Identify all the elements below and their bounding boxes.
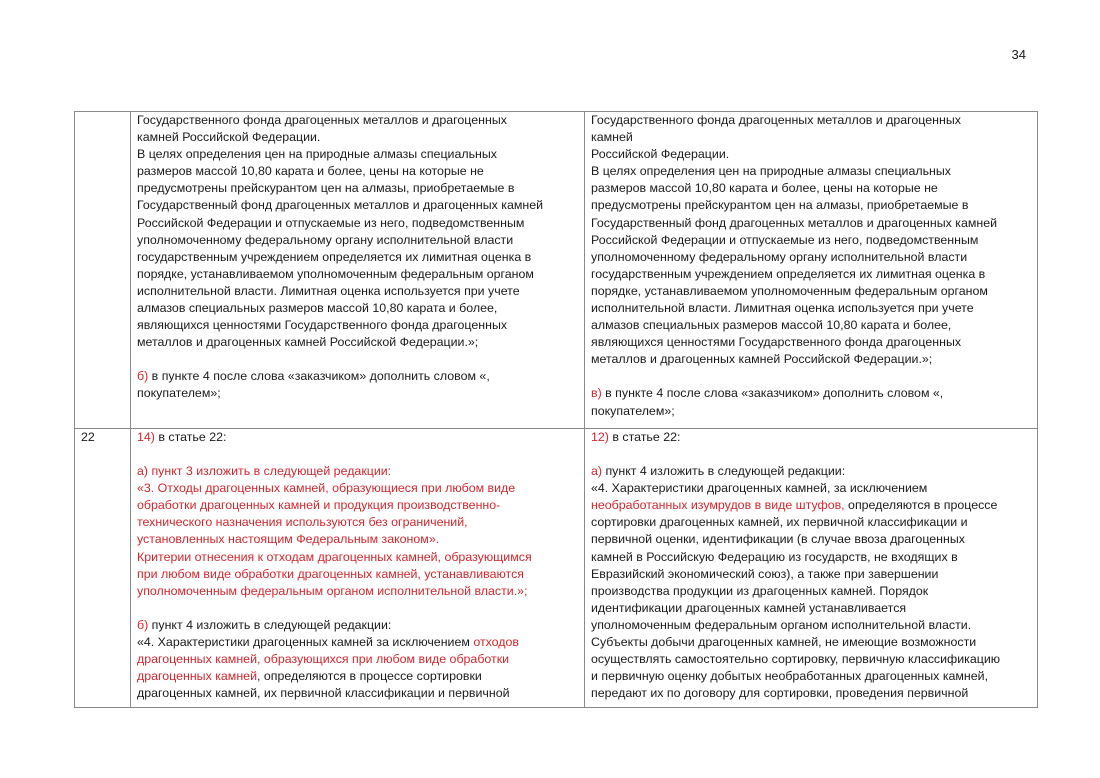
proposed-text-cell <box>585 429 1038 708</box>
text-line: металлов и драгоценных камней Российской Федерации.»; <box>137 335 479 350</box>
text-line: передают их по договору для сортировки, проведения первичной <box>591 686 969 701</box>
text-line <box>137 668 580 685</box>
text-line: Российской Федерации и отпускаемые из него, подведомственным <box>591 232 979 247</box>
text-line: производства продукции из драгоценных камней. Порядок <box>591 583 929 598</box>
article-number-cell: 22 <box>75 429 131 708</box>
text-line: Евразийский экономический союз), а также при завершении <box>591 566 939 581</box>
text-line: размеров массой 10,80 карата и более, цены на которые не <box>137 164 484 179</box>
text-line: являющихся ценностями Государственного фонда драгоценных <box>591 335 962 350</box>
spacer <box>591 368 1033 385</box>
text-line: исполнительной власти. Лимитная оценка используется при учете <box>137 283 520 298</box>
heading-number: 12) <box>591 430 609 444</box>
text-line: государственным учреждением определяется их лимитная оценка в <box>137 249 532 264</box>
article-heading <box>137 429 580 446</box>
text-line: являющихся ценностями Государственного фонда драгоценных <box>137 318 508 333</box>
text-line: алмазов специальных размеров массой 10,80 карата и более, <box>137 301 498 316</box>
text-line: Государственного фонда драгоценных металлов и драгоценных <box>591 113 961 127</box>
item-line <box>591 463 1033 480</box>
item-line <box>591 385 1033 402</box>
highlight-fragment: отходов <box>473 634 519 649</box>
text-line: Субъекты добычи драгоценных камней, не имеющие возможности <box>591 635 977 650</box>
quote-line: «3. Отходы драгоценных камней, образующиеся при любом виде <box>137 481 516 496</box>
text-line: алмазов специальных размеров массой 10,80 карата и более, <box>591 318 952 333</box>
page-number: 34 <box>1011 47 1026 62</box>
text-line: камней в Российскую Федерацию из государств, не входящих в <box>591 549 958 564</box>
article-number-cell <box>75 112 131 429</box>
cell-content <box>591 429 1033 707</box>
text-line: драгоценных камней, их первичной классификации и первичной <box>137 686 510 701</box>
quote-line: технического назначения используются без ограничений, <box>137 515 468 530</box>
highlight-fragment: необработанных изумрудов в виде штуфов, <box>591 498 845 513</box>
text-line: покупателем»; <box>137 386 221 401</box>
text-line: государственным учреждением определяется их лимитная оценка в <box>591 266 986 281</box>
text-line: драгоценных камней, образующихся при любом виде обработки <box>137 652 510 667</box>
spacer <box>137 351 580 368</box>
quote-line: при любом виде обработки драгоценных камней, устанавливаются <box>137 566 524 581</box>
table-row <box>75 112 1038 429</box>
text-fragment: «4. Характеристики драгоценных камней за исключением <box>137 634 474 649</box>
item-marker: а) <box>591 464 603 479</box>
spacer <box>137 446 580 463</box>
text-line: Государственный фонд драгоценных металлов и драгоценных камней <box>591 215 998 230</box>
text-line: покупателем»; <box>591 403 675 418</box>
table-row <box>75 429 1038 708</box>
heading-number: 14) <box>137 430 155 444</box>
text-line: сортировки драгоценных камней, их первичной классификации и <box>591 515 968 530</box>
proposed-text-cell <box>585 112 1038 429</box>
heading-text: в статье 22: <box>154 430 227 444</box>
quote-line: Критерии отнесения к отходам драгоценных камней, образующимся <box>137 549 532 564</box>
text-line: порядке, устанавливаемом уполномоченным федеральным органом <box>591 283 988 298</box>
text-line: уполномоченным федеральным органом исполнительной власти. <box>591 617 972 632</box>
text-line <box>137 634 580 651</box>
text-line: уполномоченному федеральному органу исполнительной власти <box>137 232 514 247</box>
text-line: предусмотрены прейскурантом цен на алмазы, приобретаемые в <box>591 198 969 213</box>
text-line: «4. Характеристики драгоценных камней, за исключением <box>591 481 928 496</box>
text-line: идентификации драгоценных камней устанавливается <box>591 600 907 615</box>
highlight-fragment: драгоценных камней <box>137 669 257 684</box>
article-heading <box>591 429 1033 446</box>
text-line: уполномоченному федеральному органу исполнительной власти <box>591 249 968 264</box>
text-fragment: определяются в процессе <box>844 498 998 513</box>
text-line: размеров массой 10,80 карата и более, цены на которые не <box>591 181 938 196</box>
text-line <box>591 497 1033 514</box>
spacer <box>591 446 1033 463</box>
item-line <box>137 368 580 385</box>
text-line: Государственный фонд драгоценных металлов и драгоценных камней <box>137 198 544 213</box>
item-text: в пункте 4 после слова «заказчиком» дополнить словом «, <box>601 386 944 401</box>
item-text: пункт 4 изложить в следующей редакции: <box>148 617 392 632</box>
item-marker: б) <box>137 617 149 632</box>
quote-line: уполномоченным федеральным органом исполнительной власти.»; <box>137 583 528 598</box>
text-line: металлов и драгоценных камней Российской Федерации.»; <box>591 352 933 367</box>
item-line <box>137 617 580 634</box>
text-line: Государственного фонда драгоценных металлов и драгоценных <box>137 113 507 127</box>
text-line: первичной оценки, идентификации (в случае ввоза драгоценных <box>591 532 965 547</box>
item-marker: в) <box>591 386 602 401</box>
text-line: предусмотрены прейскурантом цен на алмазы, приобретаемые в <box>137 181 515 196</box>
text-line: В целях определения цен на природные алмазы специальных <box>137 147 497 162</box>
cell-content <box>137 429 580 707</box>
item-text: в пункте 4 после слова «заказчиком» дополнить словом «, <box>148 369 490 384</box>
item-line: а) пункт 3 изложить в следующей редакции: <box>137 464 392 479</box>
text-line: камней Российской Федерации. <box>137 130 321 145</box>
current-text-cell <box>131 112 585 429</box>
current-text-cell <box>131 429 585 708</box>
text-line: и первичную оценку добытых необработанных драгоценных камней, <box>591 669 989 684</box>
text-line: Российской Федерации. <box>591 147 730 162</box>
text-fragment: , определяются в процессе сортировки <box>257 669 482 684</box>
spacer <box>137 600 580 617</box>
text-line: осуществлять самостоятельно сортировку, первичную классификацию <box>591 652 1001 667</box>
text-line: В целях определения цен на природные алмазы специальных <box>591 164 951 179</box>
comparison-table <box>74 111 1038 708</box>
item-marker: б) <box>137 369 149 384</box>
text-line: Российской Федерации и отпускаемые из него, подведомственным <box>137 215 525 230</box>
item-text: пункт 4 изложить в следующей редакции: <box>602 464 846 479</box>
text-line: исполнительной власти. Лимитная оценка используется при учете <box>591 301 974 316</box>
text-line: порядке, устанавливаемом уполномоченным федеральным органом <box>137 266 534 281</box>
quote-line: установленных настоящим Федеральным законом». <box>137 532 440 547</box>
text-line: камней <box>591 130 633 145</box>
quote-line: обработки драгоценных камней и продукция производственно- <box>137 498 501 513</box>
heading-text: в статье 22: <box>608 430 681 444</box>
